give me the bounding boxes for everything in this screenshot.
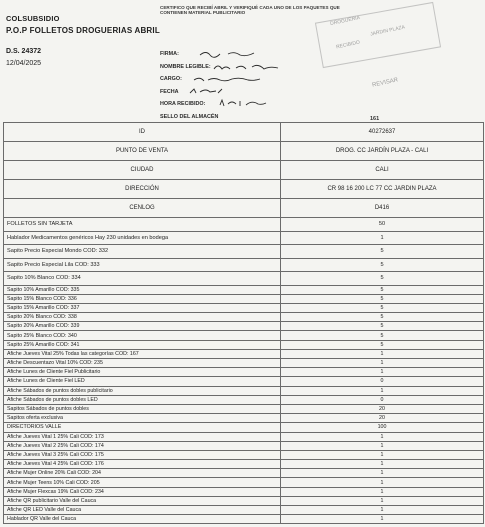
table-row xyxy=(4,231,484,245)
table-row xyxy=(4,395,484,404)
item-qty: 1 xyxy=(281,450,484,459)
table-row xyxy=(4,340,484,349)
item-label: Afiche Mujer Flexcas 19% Cali COD: 234 xyxy=(4,487,281,496)
item-label: Afiche Jueves Vital 3 25% Cali COD: 175 xyxy=(4,450,281,459)
item-label: Sapito 25% Blanco COD: 340 xyxy=(4,331,281,340)
table-row xyxy=(4,487,484,496)
item-label: Sapito 20% Blanco COD: 338 xyxy=(4,313,281,322)
field-label-time: HORA RECIBIDO: xyxy=(160,101,206,107)
item-qty: 5 xyxy=(281,340,484,349)
item-qty: 1 xyxy=(281,515,484,524)
table-row-point-of-sale xyxy=(4,142,484,161)
table-row-cenlog xyxy=(4,199,484,218)
item-label: FOLLETOS SIN TARJETA xyxy=(4,218,281,232)
row-label: PUNTO DE VENTA xyxy=(4,142,281,161)
item-qty: 5 xyxy=(281,313,484,322)
item-qty: 1 xyxy=(281,441,484,450)
item-qty: 50 xyxy=(281,218,484,232)
item-label: DIRECTORIOS VALLE xyxy=(4,423,281,432)
row-value: DROG. CC JARDÍN PLAZA - CALI xyxy=(281,142,484,161)
item-label: Afiche Jueves Vital 25% Todas las categorías COD: 167 xyxy=(4,349,281,358)
item-qty: 1 xyxy=(281,496,484,505)
stamp-line-2: JARDIN PLAZA xyxy=(369,24,406,38)
table-row xyxy=(4,313,484,322)
handwritten-signature xyxy=(198,49,258,58)
item-label: Sapito 20% Amarillo COD: 339 xyxy=(4,322,281,331)
item-qty: 5 xyxy=(281,294,484,303)
certificate-text: CERTIFICO QUE RECIBÍ ABRIL Y VERIFIQUÉ CADA UNO DE LOS PAQUETES QUE CONTIENEN MATERIAL PUBLICITARIO xyxy=(160,5,340,16)
item-qty: 20 xyxy=(281,404,484,413)
item-label: Afiche Mujer Teens 10% Cali COD: 205 xyxy=(4,478,281,487)
item-label: Hablador QR Valle del Cauca xyxy=(4,515,281,524)
field-label-name: NOMBRE LEGIBLE: xyxy=(160,64,211,70)
item-qty: 1 xyxy=(281,432,484,441)
table-row xyxy=(4,258,484,272)
item-qty: 5 xyxy=(281,272,484,286)
table-row xyxy=(4,441,484,450)
item-label: Afiche Sábados de puntos dobles LED xyxy=(4,395,281,404)
item-qty: 5 xyxy=(281,258,484,272)
table-row xyxy=(4,359,484,368)
handwritten-name xyxy=(212,62,282,72)
item-qty: 5 xyxy=(281,322,484,331)
delivery-table xyxy=(3,122,484,524)
row-label: DIRECCIÓN xyxy=(4,180,281,199)
company-name: COLSUBSIDIO xyxy=(6,14,60,23)
field-label-seal: SELLO DEL ALMACÉN xyxy=(160,114,219,120)
item-label: Afiche Mujer Online 20% Cali COD: 204 xyxy=(4,469,281,478)
item-label: Sapito 10% Blanco COD: 334 xyxy=(4,272,281,286)
item-qty: 1 xyxy=(281,231,484,245)
row-label: ID xyxy=(4,123,281,142)
table-row xyxy=(4,506,484,515)
item-label: Afiche Jueves Vital 2 25% Cali COD: 174 xyxy=(4,441,281,450)
item-qty: 5 xyxy=(281,245,484,259)
row-label: CIUDAD xyxy=(4,161,281,180)
row-value: CR 98 16 200 LC 77 CC JARDIN PLAZA xyxy=(281,180,484,199)
delivery-table-body xyxy=(4,123,484,524)
handwritten-date xyxy=(188,86,228,96)
item-label: Afiche Jueves Vital 1 25% Cali COD: 173 xyxy=(4,432,281,441)
table-row xyxy=(4,414,484,423)
item-label: Sapito 10% Amarillo COD: 335 xyxy=(4,285,281,294)
table-row xyxy=(4,496,484,505)
table-row-address xyxy=(4,180,484,199)
item-label: Afiche QR LED Valle del Cauca xyxy=(4,506,281,515)
table-row xyxy=(4,294,484,303)
table-row xyxy=(4,303,484,312)
item-qty: 5 xyxy=(281,303,484,312)
table-row xyxy=(4,285,484,294)
item-qty: 1 xyxy=(281,460,484,469)
handwritten-time xyxy=(218,98,268,108)
table-row-city xyxy=(4,161,484,180)
table-row-id xyxy=(4,123,484,142)
program-title: P.O.P FOLLETOS DROGUERIAS ABRIL xyxy=(6,26,160,35)
item-label: Sapito Precio Especial Lila COD: 333 xyxy=(4,258,281,272)
table-row xyxy=(4,404,484,413)
table-row xyxy=(4,515,484,524)
row-label: CENLOG xyxy=(4,199,281,218)
item-label: Sapito 15% Blanco COD: 336 xyxy=(4,294,281,303)
row-value: D416 xyxy=(281,199,484,218)
handwritten-role xyxy=(192,74,262,84)
stamp-line-4: REVISAR xyxy=(371,77,399,89)
item-qty: 1 xyxy=(281,368,484,377)
table-row xyxy=(4,349,484,358)
row-value: CALI xyxy=(281,161,484,180)
item-qty: 0 xyxy=(281,395,484,404)
item-label: Afiche Lunes de Cliente Fiel Publicitario xyxy=(4,368,281,377)
table-row xyxy=(4,272,484,286)
item-qty: 5 xyxy=(281,331,484,340)
item-label: Hablador Medicamentos genéricos Hay 230 unidades en bodega xyxy=(4,231,281,245)
doc-date: 12/04/2025 xyxy=(6,60,42,67)
table-row xyxy=(4,469,484,478)
item-qty: 0 xyxy=(281,377,484,386)
item-qty: 1 xyxy=(281,506,484,515)
item-label: Sapito 15% Amarillo COD: 337 xyxy=(4,303,281,312)
item-qty: 1 xyxy=(281,469,484,478)
stamp-line-1: DROGUERIA xyxy=(329,14,361,28)
row-value: 40272637 xyxy=(281,123,484,142)
field-label-date: FECHA xyxy=(160,89,179,95)
table-row xyxy=(4,218,484,232)
item-qty: 20 xyxy=(281,414,484,423)
item-label: Sapito Precio Especial Mondo COD: 332 xyxy=(4,245,281,259)
item-qty: 1 xyxy=(281,349,484,358)
item-label: Afiche Lunes de Cliente Fiel LED xyxy=(4,377,281,386)
item-label: Afiche Sábados de puntos dobles publicitario xyxy=(4,386,281,395)
item-label: Afiche QR publicitario Valle del Cauca xyxy=(4,496,281,505)
item-qty: 1 xyxy=(281,487,484,496)
value-column-top: 161 xyxy=(370,116,380,122)
item-label: Afiche Jueves Vital 4 25% Cali COD: 176 xyxy=(4,460,281,469)
stamp-line-3: RECIBIDO xyxy=(335,39,361,51)
item-label: Sapito 25% Amarillo COD: 341 xyxy=(4,340,281,349)
table-row xyxy=(4,322,484,331)
item-qty: 1 xyxy=(281,386,484,395)
item-label: Afiche Descuentazo Vital 10% COD: 235 xyxy=(4,359,281,368)
table-row xyxy=(4,450,484,459)
item-qty: 100 xyxy=(281,423,484,432)
field-label-signature: FIRMA: xyxy=(160,51,179,57)
item-qty: 1 xyxy=(281,478,484,487)
item-qty: 1 xyxy=(281,359,484,368)
table-row xyxy=(4,460,484,469)
table-row xyxy=(4,432,484,441)
table-row xyxy=(4,331,484,340)
table-row xyxy=(4,423,484,432)
doc-code: D.S. 24372 xyxy=(6,48,42,55)
table-row xyxy=(4,386,484,395)
item-qty: 5 xyxy=(281,285,484,294)
table-row xyxy=(4,478,484,487)
table-row xyxy=(4,245,484,259)
field-label-role: CARGO: xyxy=(160,76,182,82)
table-row xyxy=(4,377,484,386)
item-label: Sapitos oferta exclusiva xyxy=(4,414,281,423)
item-label: Sapitos Sábados de puntos dobles xyxy=(4,404,281,413)
table-row xyxy=(4,368,484,377)
